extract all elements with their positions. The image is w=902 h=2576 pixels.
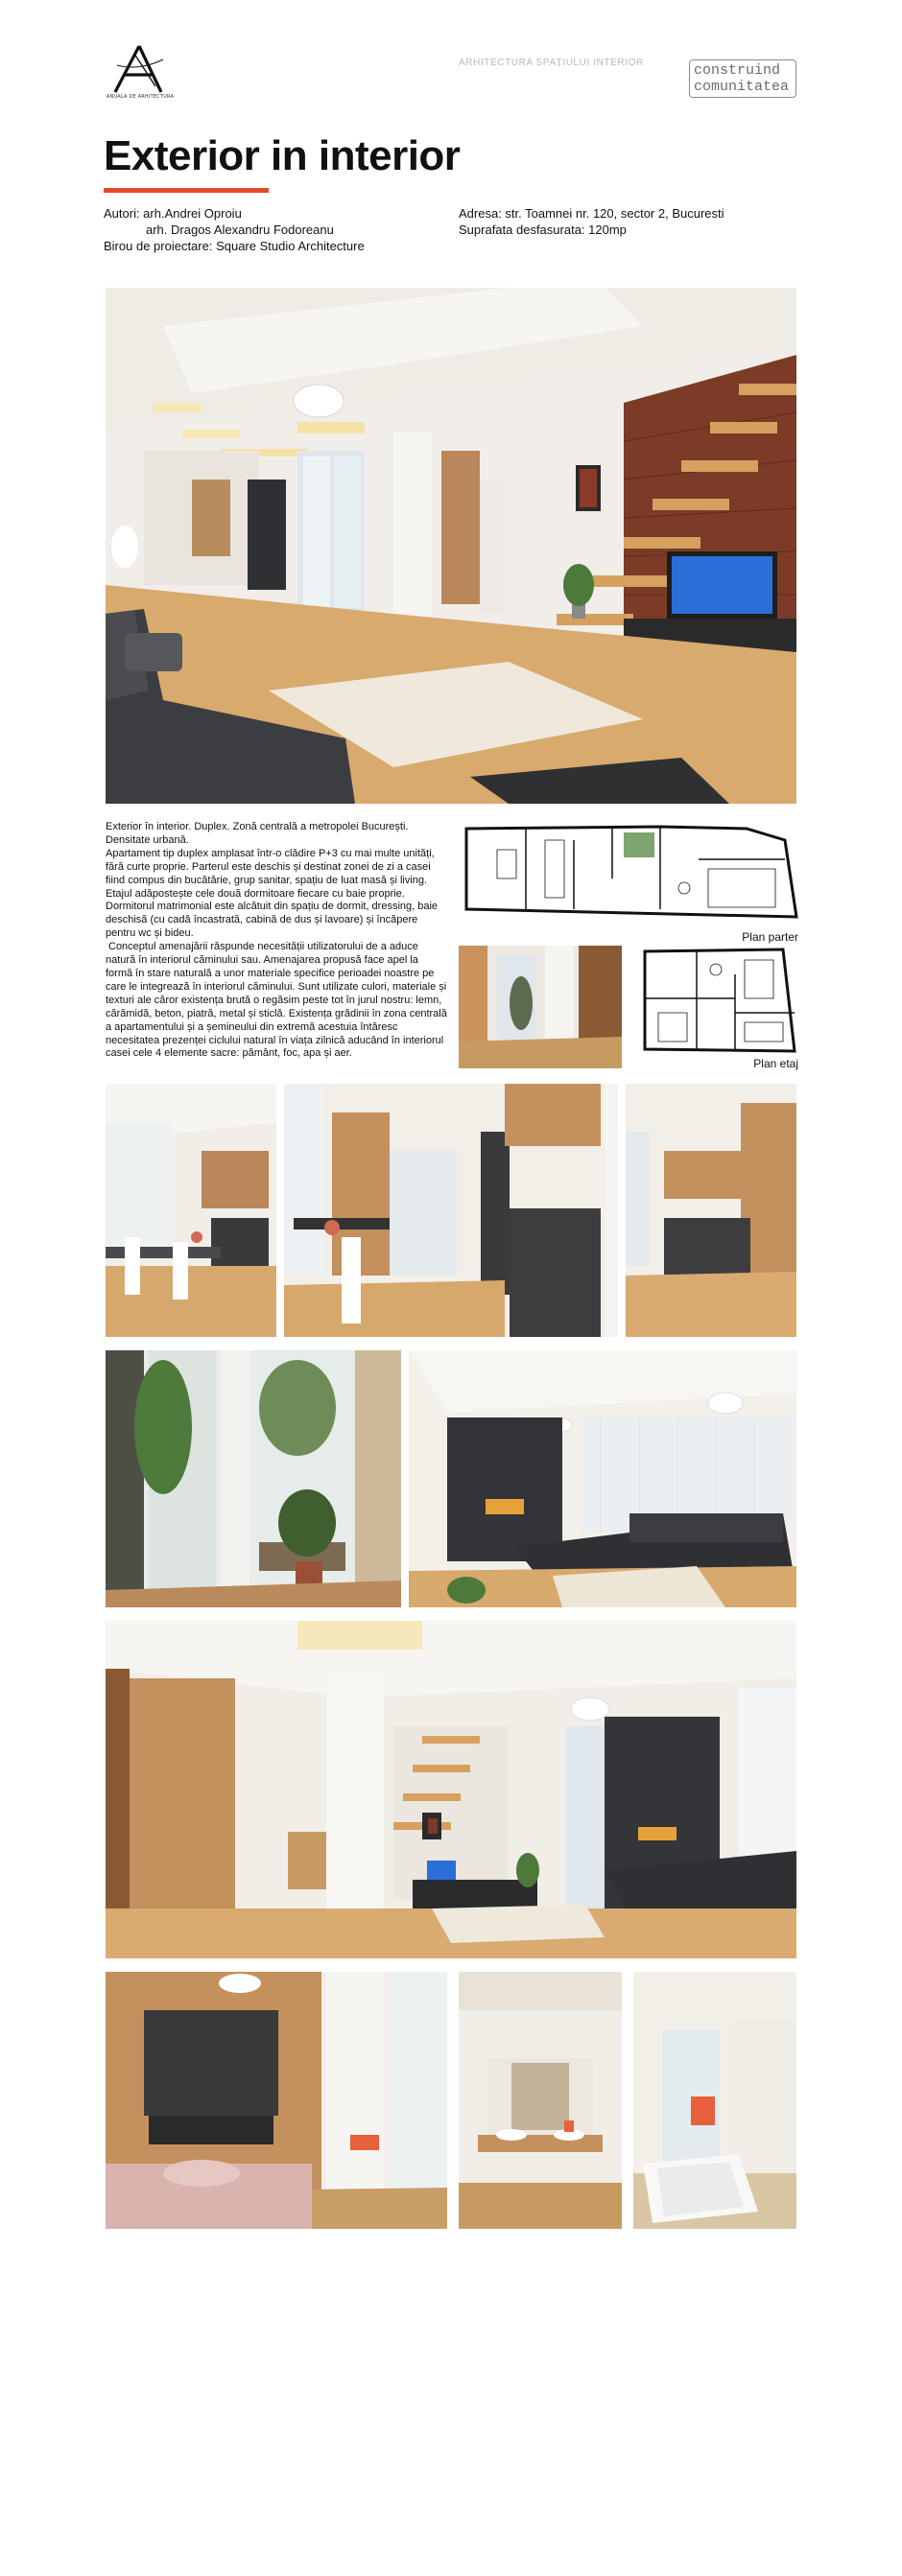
- badge-line-1: construind: [694, 62, 781, 79]
- living-panorama-photo: [106, 1621, 796, 1958]
- community-badge: [689, 59, 796, 98]
- description-intro: Exterior în interior. Duplex. Zonă centrală a metropolei București. Densitate urbană.: [106, 821, 409, 846]
- project-description: [106, 821, 447, 1061]
- interior-garden-photo: [106, 1350, 401, 1607]
- description-paragraph-1: Apartament tip duplex amplasat într-o clădire P+3 cu mai multe unități, fără curte proprie. Parterul este deschis și destinat zonei de zi a casei fiind compus din bucătărie, grup sanitar, spațiu de luat masă și living. Etajul adăpostește cele două dormitoare fiecare cu baie proprie. Dormitorul matrimonial este alcătuit din spațiu de dormit, dressing, baie deschisă (cu cadă încastrată, cabină de dus și lavoare) și încăpere pentru wc și bideu.: [106, 847, 439, 940]
- credits-right: [459, 205, 804, 238]
- badge-line-2: comunitatea: [694, 79, 790, 95]
- garden-corridor-photo: [459, 946, 622, 1068]
- authors-line-1: Autori: arh.Andrei Oproiu: [104, 206, 242, 221]
- authors-line-2: arh. Dragos Alexandru Fodoreanu: [146, 222, 334, 237]
- dining-kitchen-photo: [106, 1084, 276, 1337]
- upper-plan-label: Plan etaj: [753, 1057, 798, 1070]
- kitchen-side-photo: [626, 1084, 796, 1337]
- bathtub-photo: [633, 1972, 796, 2229]
- title-underline: [104, 188, 269, 193]
- credits-left: [104, 205, 420, 254]
- logo-caption: ANUALA DE ARHITECTURA: [106, 94, 175, 100]
- living-fireplace-photo: [409, 1350, 796, 1607]
- bedroom-photo: [106, 1972, 447, 2229]
- project-address: Adresa: str. Toamnei nr. 120, sector 2, Bucuresti: [459, 206, 724, 221]
- vanity-bathroom-photo: [459, 1972, 622, 2229]
- project-area: Suprafata desfasurata: 120mp: [459, 222, 627, 237]
- kitchen-wide-photo: [284, 1084, 618, 1337]
- section-label: ARHITECTURA SPAȚIULUI INTERIOR: [459, 58, 644, 68]
- design-office: Birou de proiectare: Square Studio Architecture: [104, 239, 365, 253]
- hero-living-room-photo: [106, 288, 796, 804]
- description-paragraph-2: Conceptul amenajării răspunde necesității utilizatorului de a aduce natură în interiorul căminului sau. Amenajarea propusă face apel la formă în stare naturală a unor materiale specifice perioadei noastre pe care le integrează în interiorul căminului. Sunt utilizate culori, materiale și texturi ale căror existența brută o regăsim peste tot în jurul nostru: lemn, cărămidă, beton, piatră, metal și sticlă. Existența grădinii în zona centrală a apartamentului și a șemineului din extremă acestuia întăresc necesitatea prezenței ciclului natural în viața zilnică aducând în interiorul casei cele 4 elemente sacre: pământ, foc, apa și aer.: [106, 941, 447, 1060]
- ground-floor-plan: [459, 821, 798, 944]
- upper-floor-plan: [639, 946, 798, 1068]
- page-title: Exterior in interior: [104, 132, 461, 179]
- ground-plan-label: Plan parter: [742, 930, 798, 944]
